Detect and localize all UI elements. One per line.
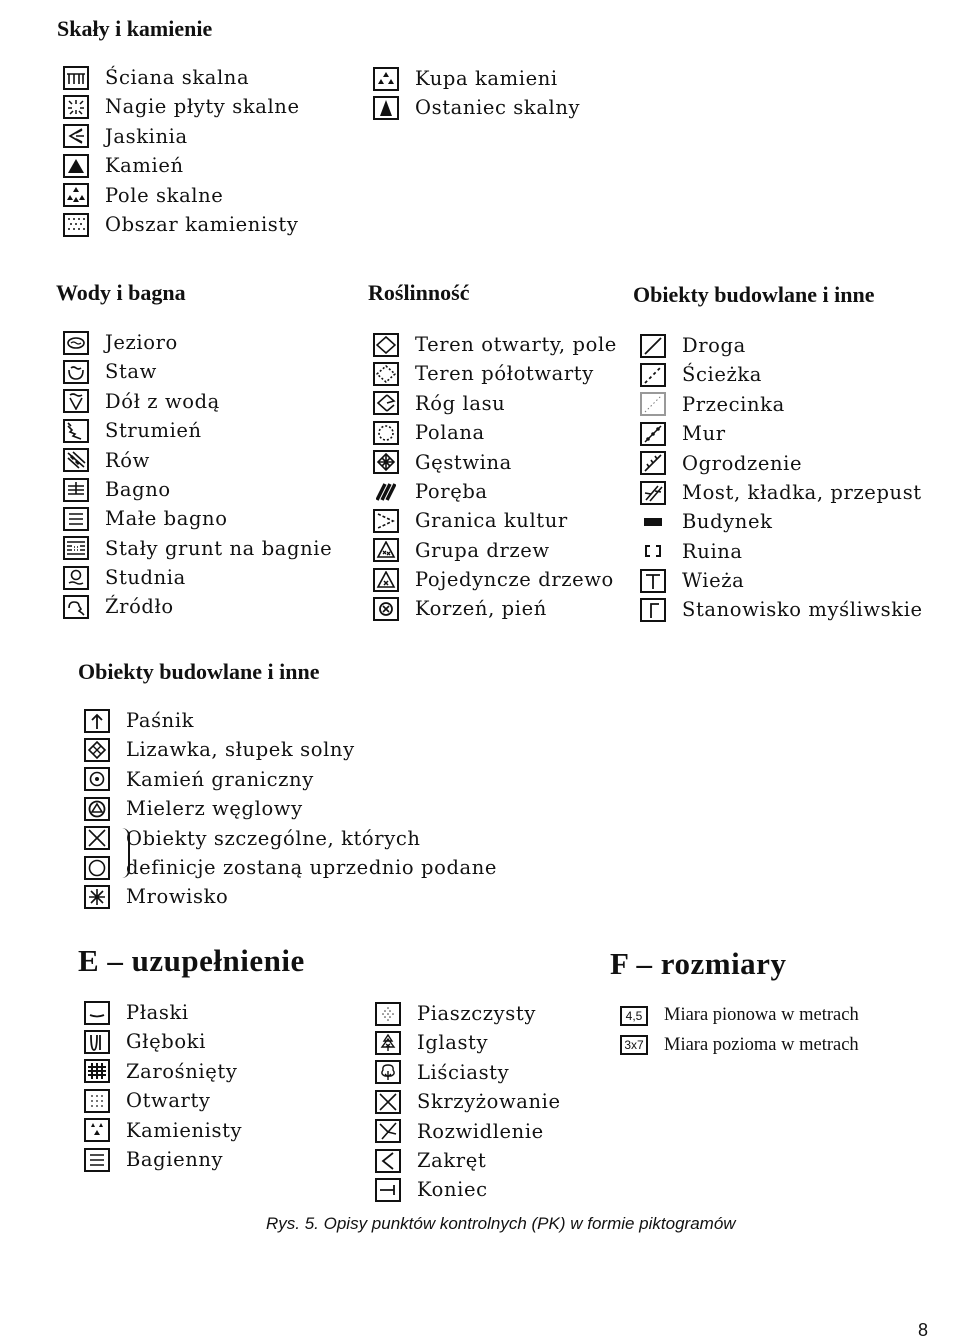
open-icon <box>84 1089 110 1113</box>
vegetation-list <box>373 330 617 624</box>
crossing-icon <box>375 1090 401 1114</box>
stream-icon <box>63 419 89 443</box>
horizontal-measure-box: 3x7 <box>620 1035 648 1055</box>
shallow-icon <box>84 1001 110 1025</box>
list-item: Bagienny <box>84 1145 242 1174</box>
list-item: Obiekty szczególne, których <box>84 824 497 853</box>
list-item: Jaskinia <box>63 122 300 151</box>
bend-icon <box>375 1149 401 1173</box>
open-land-icon <box>373 333 399 357</box>
feeding-rack-icon <box>84 709 110 733</box>
list-item: definicje zostaną uprzednio podane <box>84 853 497 882</box>
figure-caption: Rys. 5. Opisy punktów kontrolnych (PK) w formie piktogramów <box>266 1214 736 1233</box>
rocky-icon <box>84 1118 110 1142</box>
felled-area-icon <box>373 480 399 504</box>
path-icon <box>640 363 666 387</box>
list-item: Paśnik <box>84 706 497 735</box>
list-item: Ścieżka <box>640 360 923 389</box>
grouping-brace <box>120 828 130 878</box>
list-item: Piaszczysty <box>375 999 561 1028</box>
list-item: Teren otwarty, pole <box>373 330 617 359</box>
list-item: Mrowisko <box>84 882 497 911</box>
deciduous-icon <box>375 1060 401 1084</box>
hunting-stand-icon <box>640 598 666 622</box>
list-item: Teren półotwarty <box>373 359 617 388</box>
wall-icon <box>640 422 666 446</box>
list-item: Kamienisty <box>84 1116 242 1145</box>
stone-pile-icon <box>373 67 399 91</box>
well-icon <box>63 566 89 590</box>
section-title-dimensions: F – rozmiary <box>610 946 787 981</box>
list-item: Strumień <box>63 416 332 445</box>
ditch-icon <box>63 448 89 472</box>
list-item: Ogrodzenie <box>640 449 923 478</box>
road-icon <box>640 334 666 358</box>
ruin-icon <box>640 539 666 563</box>
list-item: Kamień <box>63 151 300 180</box>
overgrown-icon <box>84 1059 110 1083</box>
boulder-icon <box>63 154 89 178</box>
page-number: 8 <box>918 1320 929 1340</box>
list-item: Kupa kamieni <box>373 64 580 93</box>
building-icon <box>640 510 666 534</box>
charcoal-pile-icon <box>84 797 110 821</box>
cave-icon <box>63 124 89 148</box>
section-title-rocks: Skały i kamienie <box>57 16 213 41</box>
special-object-x-icon <box>84 826 110 850</box>
list-item: Kamień graniczny <box>84 765 497 794</box>
marsh-icon <box>63 478 89 502</box>
bare-rock-slabs-icon <box>63 95 89 119</box>
rock-pillar-icon <box>373 96 399 120</box>
list-item: Staw <box>63 357 332 386</box>
list-item: Źródło <box>63 593 332 622</box>
section-title-buildings: Obiekty budowlane i inne <box>633 282 875 307</box>
semi-open-land-icon <box>373 362 399 386</box>
list-item: Stały grunt na bagnie <box>63 534 332 563</box>
vegetation-boundary-icon <box>373 509 399 533</box>
tree-group-icon <box>373 538 399 562</box>
list-item: Mur <box>640 419 923 448</box>
pond-icon <box>63 360 89 384</box>
vertical-measure-box: 4,5 <box>620 1006 648 1026</box>
list-item: Ściana skalna <box>63 63 300 92</box>
buildings-list-1 <box>640 331 923 625</box>
coniferous-icon <box>375 1031 401 1055</box>
list-item: Budynek <box>640 507 923 536</box>
list-item: Przecinka <box>640 390 923 419</box>
list-item: Bagno <box>63 475 332 504</box>
boulder-field-icon <box>63 183 89 207</box>
list-item: Korzeń, pień <box>373 595 617 624</box>
list-item: Koniec <box>375 1175 561 1204</box>
thicket-icon <box>373 450 399 474</box>
list-item: Pole skalne <box>63 181 300 210</box>
list-item: Studnia <box>63 563 332 592</box>
single-tree-icon <box>373 568 399 592</box>
rocks-list-1 <box>63 63 300 239</box>
spring-icon <box>63 595 89 619</box>
list-item: Lizawka, słupek solny <box>84 735 497 764</box>
list-item: Ruina <box>640 537 923 566</box>
list-item: Liściasty <box>375 1058 561 1087</box>
list-item: Otwarty <box>84 1086 242 1115</box>
list-item: Nagie płyty skalne <box>63 92 300 121</box>
list-item: Ostaniec skalny <box>373 93 580 122</box>
list-item: Stanowisko myśliwskie <box>640 596 923 625</box>
list-item: Rów <box>63 446 332 475</box>
buildings-list-2 <box>84 706 497 912</box>
list-item: Granica kultur <box>373 506 617 535</box>
rock-face-icon <box>63 66 89 90</box>
list-item: 3x7 Miara pozioma w metrach <box>620 1030 859 1059</box>
salt-lick-icon <box>84 738 110 762</box>
section-title-vegetation: Roślinność <box>368 280 470 305</box>
list-item: 4,5 Miara pionowa w metrach <box>620 1001 859 1030</box>
forest-corner-icon <box>373 391 399 415</box>
end-icon <box>375 1178 401 1202</box>
root-stump-icon <box>373 597 399 621</box>
list-item: Róg lasu <box>373 389 617 418</box>
dimensions-list <box>620 1001 859 1060</box>
anthill-icon <box>84 885 110 909</box>
list-item: Obszar kamienisty <box>63 210 300 239</box>
list-item: Wieża <box>640 566 923 595</box>
list-item: Zarośnięty <box>84 1057 242 1086</box>
sandy-icon <box>375 1002 401 1026</box>
list-item: Zakręt <box>375 1146 561 1175</box>
small-marsh-icon <box>63 507 89 531</box>
junction-icon <box>375 1119 401 1143</box>
clearing-icon <box>373 421 399 445</box>
list-item: Most, kładka, przepust <box>640 478 923 507</box>
firm-ground-in-marsh-icon <box>63 536 89 560</box>
supplement-list-1 <box>84 998 242 1174</box>
section-title-supplement: E – uzupełnienie <box>78 943 305 978</box>
list-item: Mielerz węglowy <box>84 794 497 823</box>
list-item: Poręba <box>373 477 617 506</box>
bridge-icon <box>640 481 666 505</box>
list-item: Iglasty <box>375 1028 561 1057</box>
boundary-stone-icon <box>84 767 110 791</box>
deep-icon <box>84 1030 110 1054</box>
list-item: Jezioro <box>63 328 332 357</box>
list-item: Dół z wodą <box>63 387 332 416</box>
water-list <box>63 328 332 622</box>
rocks-list-2 <box>373 64 580 123</box>
supplement-list-2 <box>375 999 561 1205</box>
lake-icon <box>63 331 89 355</box>
marshy-icon <box>84 1148 110 1172</box>
stony-ground-icon <box>63 213 89 237</box>
list-item: Polana <box>373 418 617 447</box>
water-pit-icon <box>63 389 89 413</box>
list-item: Płaski <box>84 998 242 1027</box>
section-title-buildings-2: Obiekty budowlane i inne <box>78 659 320 684</box>
list-item: Małe bagno <box>63 504 332 533</box>
list-item: Pojedyncze drzewo <box>373 565 617 594</box>
list-item: Skrzyżowanie <box>375 1087 561 1116</box>
section-title-water: Wody i bagna <box>56 280 186 305</box>
fence-icon <box>640 451 666 475</box>
list-item: Rozwidlenie <box>375 1117 561 1146</box>
list-item: Droga <box>640 331 923 360</box>
special-object-o-icon <box>84 856 110 880</box>
tower-icon <box>640 569 666 593</box>
list-item: Gęstwina <box>373 448 617 477</box>
list-item: Głęboki <box>84 1027 242 1056</box>
ride-icon <box>640 392 666 416</box>
list-item: Grupa drzew <box>373 536 617 565</box>
